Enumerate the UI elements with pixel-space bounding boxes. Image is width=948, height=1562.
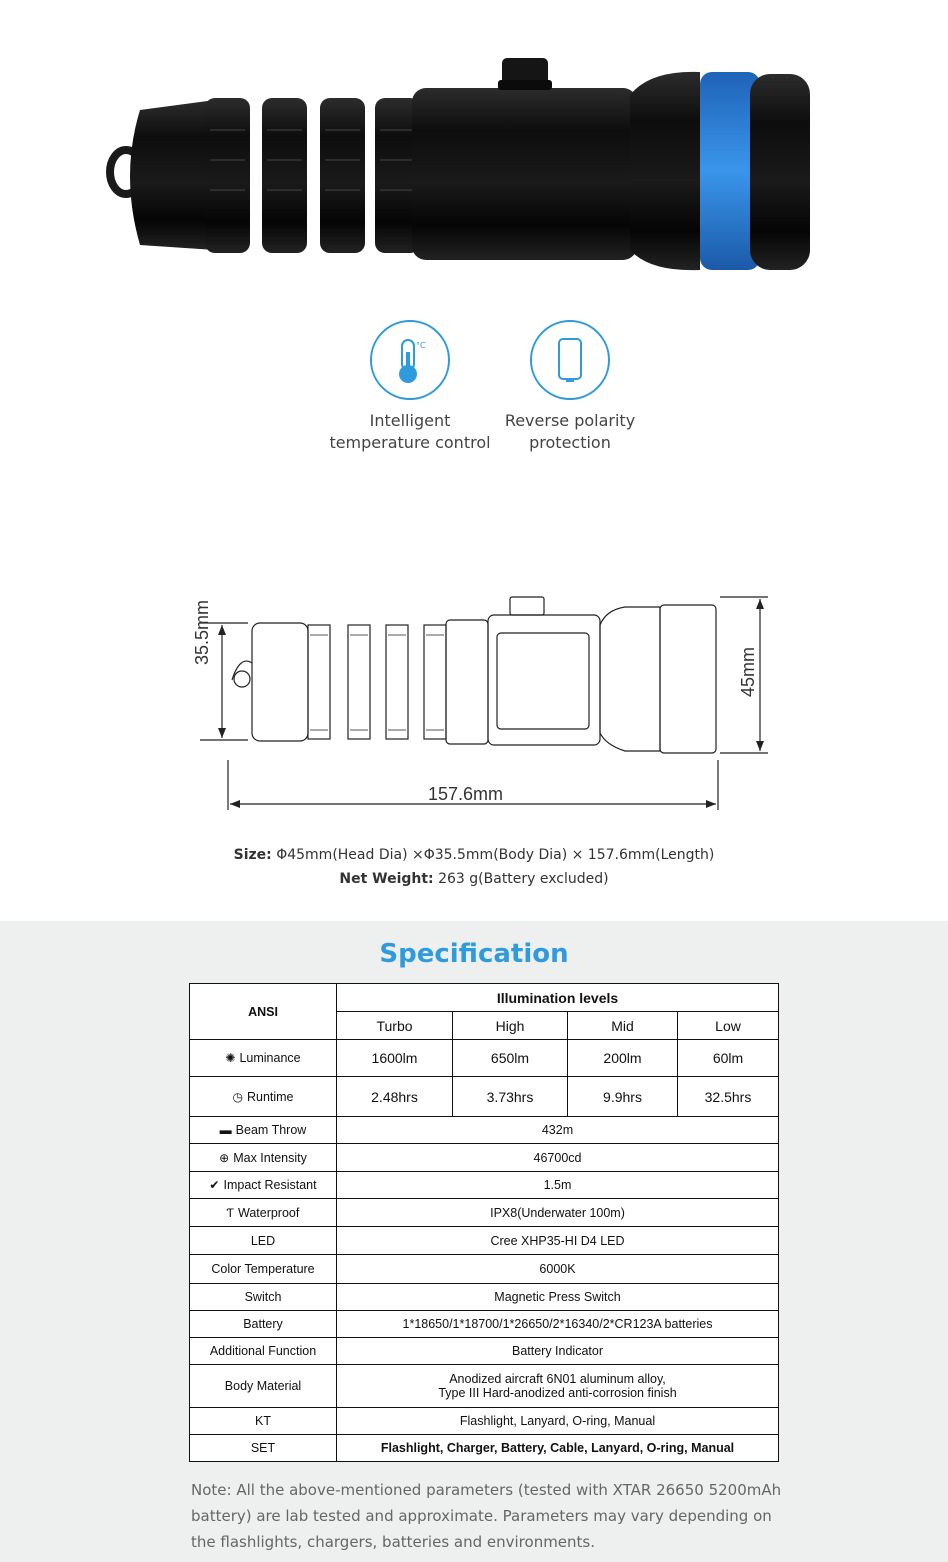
table-row [190,1365,779,1408]
impact-icon: ✔ [209,1178,220,1192]
runtime-low: 32.5hrs [678,1077,779,1117]
row-value: 46700cd [337,1144,779,1172]
table-row [190,1227,779,1255]
table-row [190,1144,779,1172]
row-value: 1.5m [337,1172,779,1199]
specification-section [0,921,948,1562]
runtime-cell [190,1077,337,1117]
row-value: 1*18650/1*18700/1*26650/2*16340/2*CR123A batteries [337,1311,779,1338]
row-label: Body Material [190,1365,337,1408]
battery-icon [530,320,610,400]
luminance-mid: 200lm [568,1040,678,1077]
thermometer-icon [370,320,450,400]
table-row [190,1117,779,1144]
beam-throw-cell [190,1117,337,1144]
feature-temperature-control [320,320,500,454]
flashlight-photo [0,0,948,300]
length-label: 157.6mm [428,784,504,804]
row-value: Cree XHP35-HI D4 LED [337,1227,779,1255]
runtime-high: 3.73hrs [453,1077,568,1117]
row-value: 6000K [337,1255,779,1284]
feature-reverse-polarity [480,320,660,454]
beam-icon: ▬ [219,1123,232,1137]
max-intensity-cell [190,1144,337,1172]
row-value [337,1365,779,1408]
size-info [0,843,948,891]
luminance-icon: ✺ [225,1051,236,1065]
table-row [190,1255,779,1284]
table-row [190,1311,779,1338]
clock-icon: ◷ [232,1089,243,1104]
size-line [0,843,948,867]
row-label: SET [190,1435,337,1462]
runtime-mid: 9.9hrs [568,1077,678,1117]
svg-text:°C: °C [416,341,426,350]
level-high: High [453,1012,568,1040]
table-row [190,1408,779,1435]
table-row [190,1077,779,1117]
waterproof-icon: Ƭ [226,1205,234,1220]
table-row [190,1435,779,1462]
row-value: 432m [337,1117,779,1144]
row-label: Max Intensity [233,1150,307,1165]
dimension-drawing [0,585,948,815]
table-row [190,1199,779,1227]
feature-label: Reverse polarity protection [504,411,636,452]
luminance-high: 650lm [453,1040,568,1077]
row-label: KT [190,1408,337,1435]
level-mid: Mid [568,1012,678,1040]
size-value: Φ45mm(Head Dia) ×Φ35.5mm(Body Dia) × 157.6mm(Length) [276,847,715,863]
illumination-header: Illumination levels [337,984,779,1012]
luminance-cell [190,1040,337,1077]
weight-value: 263 g(Battery excluded) [438,871,609,887]
row-label: Color Temperature [190,1255,337,1284]
waterproof-cell [190,1199,337,1227]
runtime-turbo: 2.48hrs [337,1077,453,1117]
level-low: Low [678,1012,779,1040]
table-row [190,1338,779,1365]
luminance-turbo: 1600lm [337,1040,453,1077]
spec-note: Note: All the above-mentioned parameters (tested with XTAR 26650 5200mAh battery) are lab tested and approximate. Parameters may vary depending on the flashlights, chargers, batteries and environments. [191,1481,782,1551]
ansi-header: ANSI [190,984,337,1040]
row-value: Battery Indicator [337,1338,779,1365]
table-row [190,1040,779,1077]
feature-label: Intelligent temperature control [329,411,491,452]
row-value: Flashlight, Lanyard, O-ring, Manual [337,1408,779,1435]
table-row [190,1172,779,1199]
row-label: Waterproof [237,1205,300,1220]
body-diameter-label: 35.5mm [192,599,212,665]
table-row [190,1284,779,1311]
product-image [0,0,948,300]
luminance-low: 60lm [678,1040,779,1077]
row-label: Beam Throw [235,1123,307,1137]
body-material-line2: Type III Hard-anodized anti-corrosion finish [438,1386,677,1400]
row-label: Impact Resistant [223,1178,317,1192]
intensity-icon: ⊕ [219,1150,230,1165]
impact-cell [190,1172,337,1199]
level-turbo: Turbo [337,1012,453,1040]
spec-table [189,983,779,1462]
row-value: Magnetic Press Switch [337,1284,779,1311]
luminance-label: Luminance [239,1051,301,1065]
row-label: Battery [190,1311,337,1338]
size-label: Size: [233,847,272,863]
weight-label: Net Weight: [339,871,434,887]
row-label: LED [190,1227,337,1255]
runtime-label: Runtime [246,1089,294,1104]
row-label: Additional Function [190,1338,337,1365]
body-material-line1: Anodized aircraft 6N01 aluminum alloy, [449,1372,666,1386]
weight-line [0,867,948,891]
head-diameter-label: 45mm [738,646,758,697]
row-value: Flashlight, Charger, Battery, Cable, Lanyard, O-ring, Manual [337,1435,779,1462]
spec-title: Specification [379,939,569,969]
row-value: IPX8(Underwater 100m) [337,1199,779,1227]
row-label: Switch [190,1284,337,1311]
